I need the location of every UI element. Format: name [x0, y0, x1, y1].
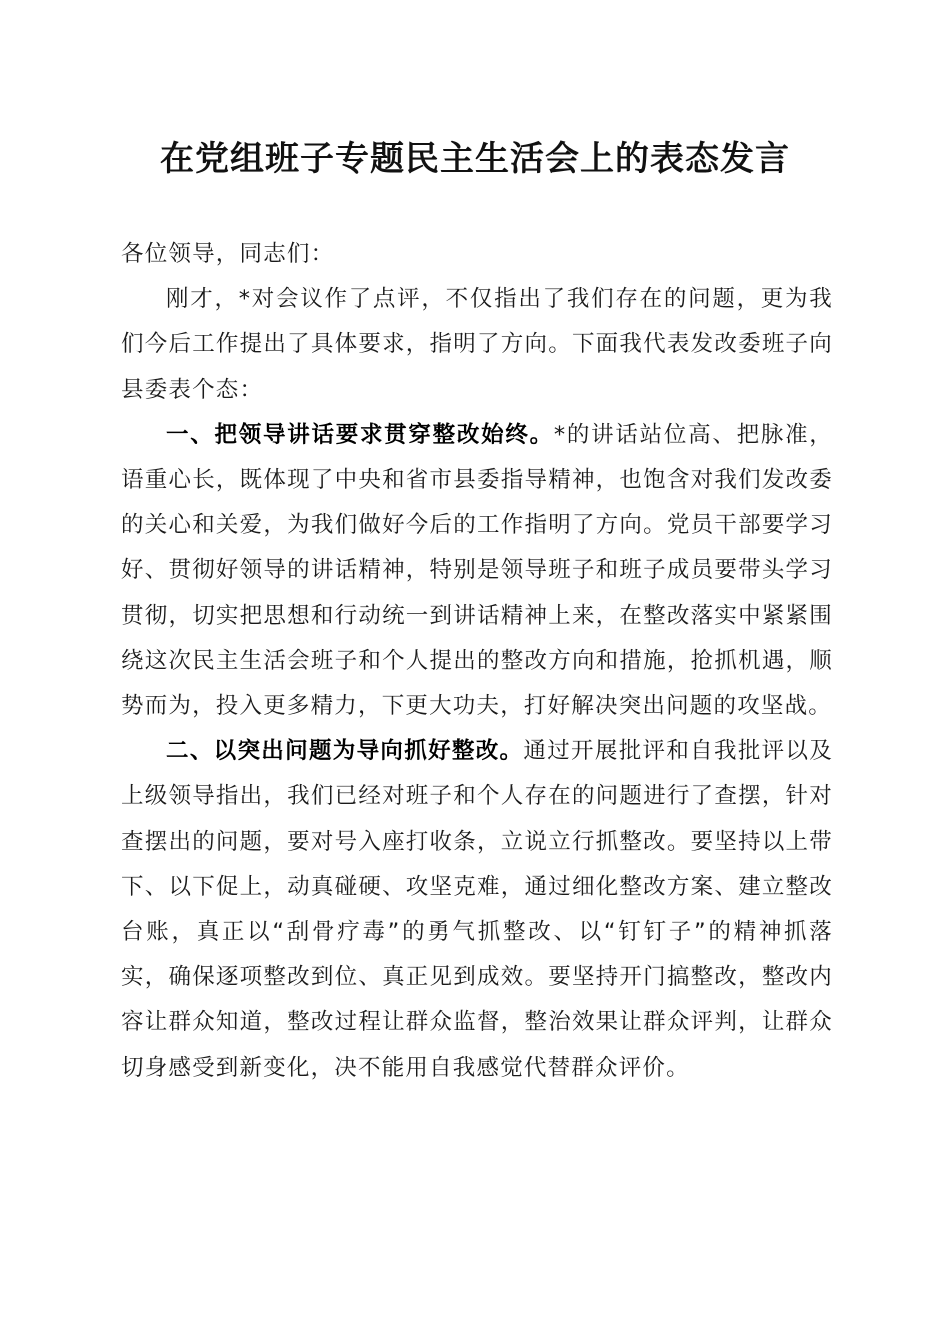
- salutation: 各位领导，同志们：: [121, 241, 335, 267]
- section-paragraph-1: [121, 413, 833, 729]
- section-heading-2: 二、以突出问题为导向抓好整改。: [166, 738, 524, 765]
- document-body: [121, 232, 833, 1091]
- section-paragraph-2: [121, 729, 833, 1091]
- section-text-1: *的讲话站位高、把脉准，语重心长，既体现了中央和省市县委指导精神，也饱含对我们发改委的关心和关爱，为我们做好今后的工作指明了方向。党员干部要学习好、贯彻好领导的讲话精神，特别是领导班子和班子成员要带头学习贯彻，切实把思想和行动统一到讲话精神上来，在整改落实中紧紧围绕这次民主生活会班子和个人提出的整改方向和措施，抢抓机遇，顺势而为，投入更多精力，下更大功夫，打好解决突出问题的攻坚战。: [121, 421, 834, 720]
- section-text-2: 通过开展批评和自我批评以及上级领导指出，我们已经对班子和个人存在的问题进行了查摆，针对查摆出的问题，要对号入座打收条，立说立行抓整改。要坚持以上带下、以下促上，动真碰硬、攻坚克难，通过细化整改方案、建立整改台账，真正以“刮骨疗毒”的勇气抓整改、以“钉钉子”的精神抓落实，确保逐项整改到位、真正见到成效。要坚持开门搞整改，整改内容让群众知道，整改过程让群众监督，整治效果让群众评判，让群众切身感受到新变化，决不能用自我感觉代替群众评价。: [121, 738, 833, 1081]
- intro-paragraph: 刚才，*对会议作了点评，不仅指出了我们存在的问题，更为我们今后工作提出了具体要求，指明了方向。下面我代表发改委班子向县委表个态：: [121, 286, 833, 403]
- section-heading-1: 一、把领导讲话要求贯穿整改始终。: [166, 421, 554, 448]
- page-title: 在党组班子专题民主生活会上的表态发言: [160, 139, 790, 179]
